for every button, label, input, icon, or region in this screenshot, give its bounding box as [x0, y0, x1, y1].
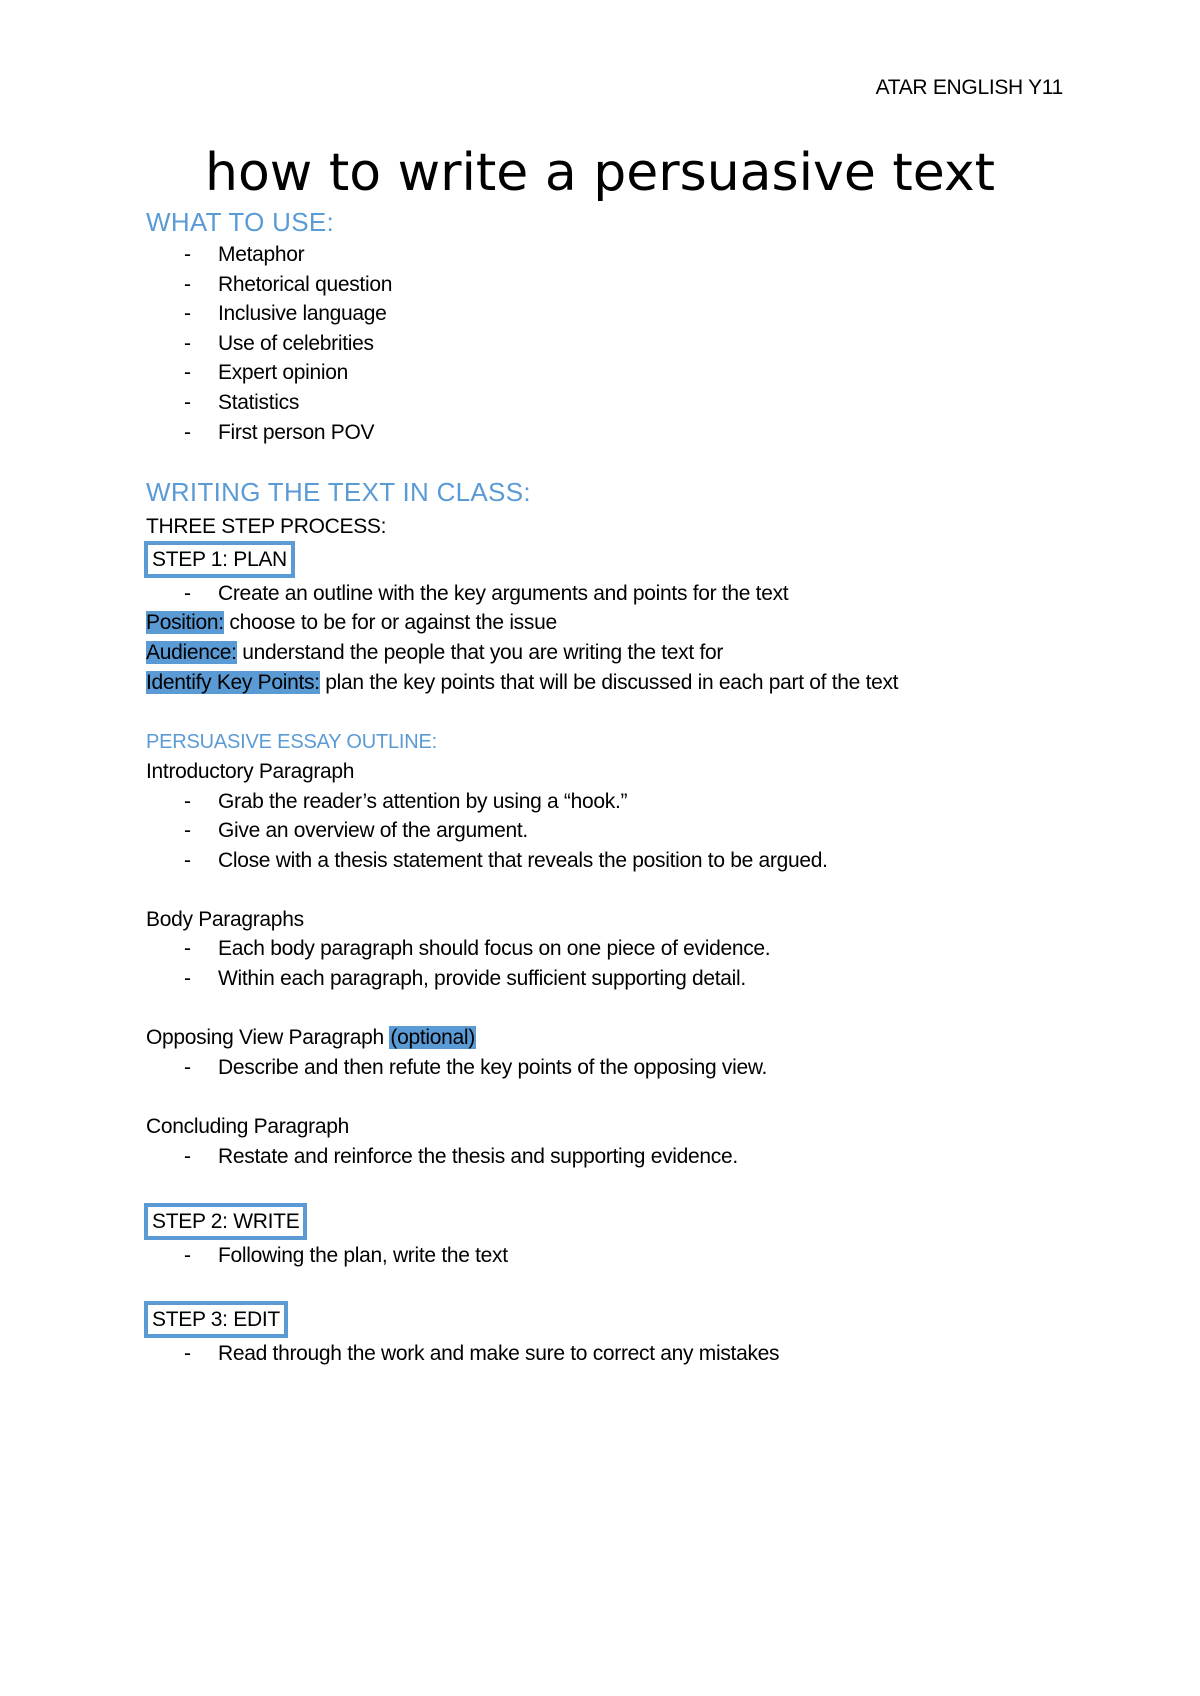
step1-box: [144, 541, 295, 578]
key-points-line: Identify Key Points: plan the key points that will be discussed in each part of the text: [146, 671, 899, 694]
three-step-subheading: THREE STEP PROCESS:: [146, 515, 387, 538]
list-item: - Rhetorical question: [184, 271, 392, 299]
list-item: - Grab the reader’s attention by using a “hook.”: [184, 788, 627, 816]
position-line: Position: choose to be for or against the issue: [146, 611, 557, 634]
list-item: - First person POV: [184, 419, 374, 447]
step2-box: [144, 1203, 307, 1240]
section-heading-writing-the-text: WRITING THE TEXT IN CLASS:: [146, 477, 531, 507]
list-item: - Expert opinion: [184, 359, 348, 387]
dash: -: [184, 302, 191, 325]
list-item: - Inclusive language: [184, 300, 387, 328]
list-item: - Close with a thesis statement that reveals the position to be argued.: [184, 847, 828, 875]
dash: -: [184, 967, 191, 990]
list-item: - Describe and then refute the key points of the opposing view.: [184, 1054, 767, 1082]
dash: -: [184, 1145, 191, 1168]
list-item: - Restate and reinforce the thesis and supporting evidence.: [184, 1143, 738, 1171]
dash: -: [184, 849, 191, 872]
list-item: - Metaphor: [184, 241, 304, 269]
dash: -: [184, 421, 191, 444]
list-item: - Use of celebrities: [184, 330, 374, 358]
dash: -: [184, 819, 191, 842]
page-header: ATAR ENGLISH Y11: [875, 76, 1063, 99]
body-paragraphs-title: Body Paragraphs: [146, 908, 304, 931]
step3-box: [144, 1301, 288, 1338]
step2-label: STEP 2: WRITE: [144, 1203, 307, 1240]
outline-heading: PERSUASIVE ESSAY OUTLINE:: [146, 731, 438, 753]
list-item: - Following the plan, write the text: [184, 1242, 508, 1270]
document-title: how to write a persuasive text: [205, 143, 995, 203]
optional-highlight: (optional): [390, 1026, 475, 1049]
audience-highlight: Audience:: [146, 641, 237, 664]
list-item: - Each body paragraph should focus on one piece of evidence.: [184, 935, 770, 963]
concluding-paragraph-title: Concluding Paragraph: [146, 1115, 349, 1138]
step3-label: STEP 3: EDIT: [144, 1301, 288, 1338]
dash: -: [184, 361, 191, 384]
dash: -: [184, 273, 191, 296]
dash: -: [184, 582, 191, 605]
audience-line: Audience: understand the people that you are writing the text for: [146, 641, 724, 664]
key-points-highlight: Identify Key Points:: [146, 671, 320, 694]
dash: -: [184, 332, 191, 355]
dash: -: [184, 243, 191, 266]
dash: -: [184, 391, 191, 414]
section-heading-what-to-use: WHAT TO USE:: [146, 207, 335, 237]
list-item: - Read through the work and make sure to correct any mistakes: [184, 1340, 779, 1368]
position-highlight: Position:: [146, 611, 224, 634]
dash: -: [184, 937, 191, 960]
dash: -: [184, 1056, 191, 1079]
dash: -: [184, 1342, 191, 1365]
dash: -: [184, 790, 191, 813]
list-item: - Create an outline with the key arguments and points for the text: [184, 580, 788, 608]
opposing-view-title: Opposing View Paragraph (optional): [146, 1026, 475, 1049]
step1-label: STEP 1: PLAN: [144, 541, 295, 578]
list-item: - Statistics: [184, 389, 299, 417]
list-item: - Give an overview of the argument.: [184, 817, 528, 845]
list-item: - Within each paragraph, provide sufficient supporting detail.: [184, 965, 746, 993]
intro-paragraph-title: Introductory Paragraph: [146, 760, 355, 783]
dash: -: [184, 1244, 191, 1267]
